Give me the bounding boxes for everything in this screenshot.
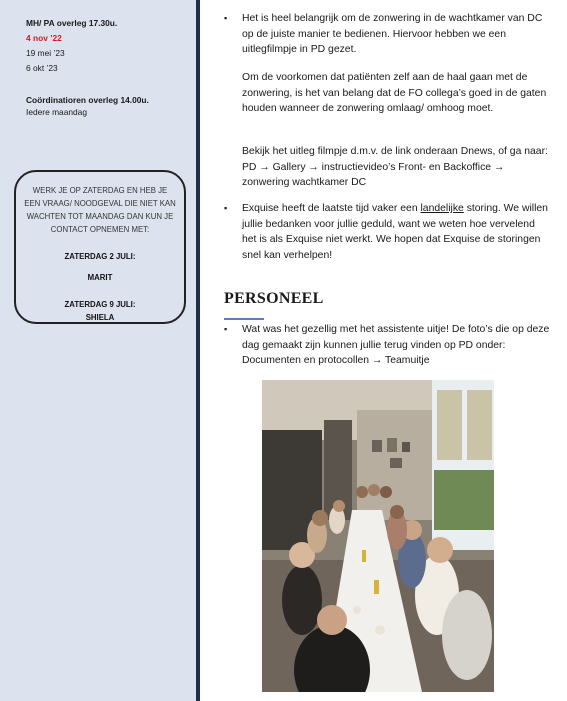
mhpa-block [26, 16, 117, 76]
mhpa-title: MH/ PA overleg 17.30u. [26, 18, 118, 28]
saturday-contact-box [14, 170, 186, 324]
contact-day: ZATERDAG 2 JULI: [64, 252, 136, 261]
mhpa-date: 6 okt ’23 [26, 63, 58, 73]
exquise-text: Exquise heeft de laatste tijd vaker een [242, 203, 421, 214]
team-outing-photo [262, 380, 494, 692]
coord-title: Coördinatioren overleg 14.00u. [26, 95, 149, 105]
paragraph-filmpje-link: Bekijk het uitleg filmpje d.m.v. de link onderaan Dnews, of ga naar: PD → Gallery → instructievideo’s Front- en Backoffice → zonwering wachtkamer DC [242, 146, 548, 188]
paragraph-exquise [242, 201, 552, 263]
mhpa-date: 4 nov ’22 [26, 33, 62, 43]
contact-name: MARIT [87, 273, 113, 282]
landelijke-word: landelijke [420, 203, 464, 214]
section-heading-personeel: PERSONEEL [224, 290, 324, 307]
mhpa-date: 19 mei ’23 [26, 48, 65, 58]
coord-block [26, 94, 149, 118]
contact-name: SHIELA [85, 313, 115, 322]
coord-subtitle: Iedere maandag [26, 107, 87, 117]
bullet-marker: ▪ [224, 324, 228, 334]
contact-intro: WERK JE OP ZATERDAG EN HEB JE EEN VRAAG/ NOODGEVAL DIE NIET KAN WACHTEN TOT MAANDAG DAN KUN JE CONTACT OPNEMEN MET: [24, 186, 176, 234]
paragraph-zonwering-fo: Om de voorkomen dat patiënten zelf aan de haal gaan met de zonwering, is het van belang dat de FO collega’s goed in de gaten houden wanneer de zonwering omlaag/ omhoog moet. [242, 72, 547, 114]
paragraph-assistente-uitje: Wat was het gezellig met het assistente uitje! De foto’s die op deze dag gemaakt zijn kunnen jullie terug vinden op PD onder: Documenten en protocollen → Teamuitje [242, 324, 550, 366]
bullet-marker: ▪ [224, 203, 228, 213]
paragraph-zonwering: Het is heel belangrijk om de zonwering in de wachtkamer van DC op de juiste manier te bedienen. Hiervoor hebben we een uitlegfilmpje in PD gezet. [242, 13, 543, 55]
bullet-marker: ▪ [224, 13, 228, 23]
exquise-text: storing. We willen jullie bedanken voor jullie geduld, want we weten hoe vervelend het is als Exquise niet werkt. We hopen dat Exquise de storingen snel kan verhelpen! [242, 203, 548, 261]
sidebar-divider [196, 0, 200, 701]
contact-day: ZATERDAG 9 JULI: [64, 300, 136, 309]
heading-underline [224, 318, 264, 320]
